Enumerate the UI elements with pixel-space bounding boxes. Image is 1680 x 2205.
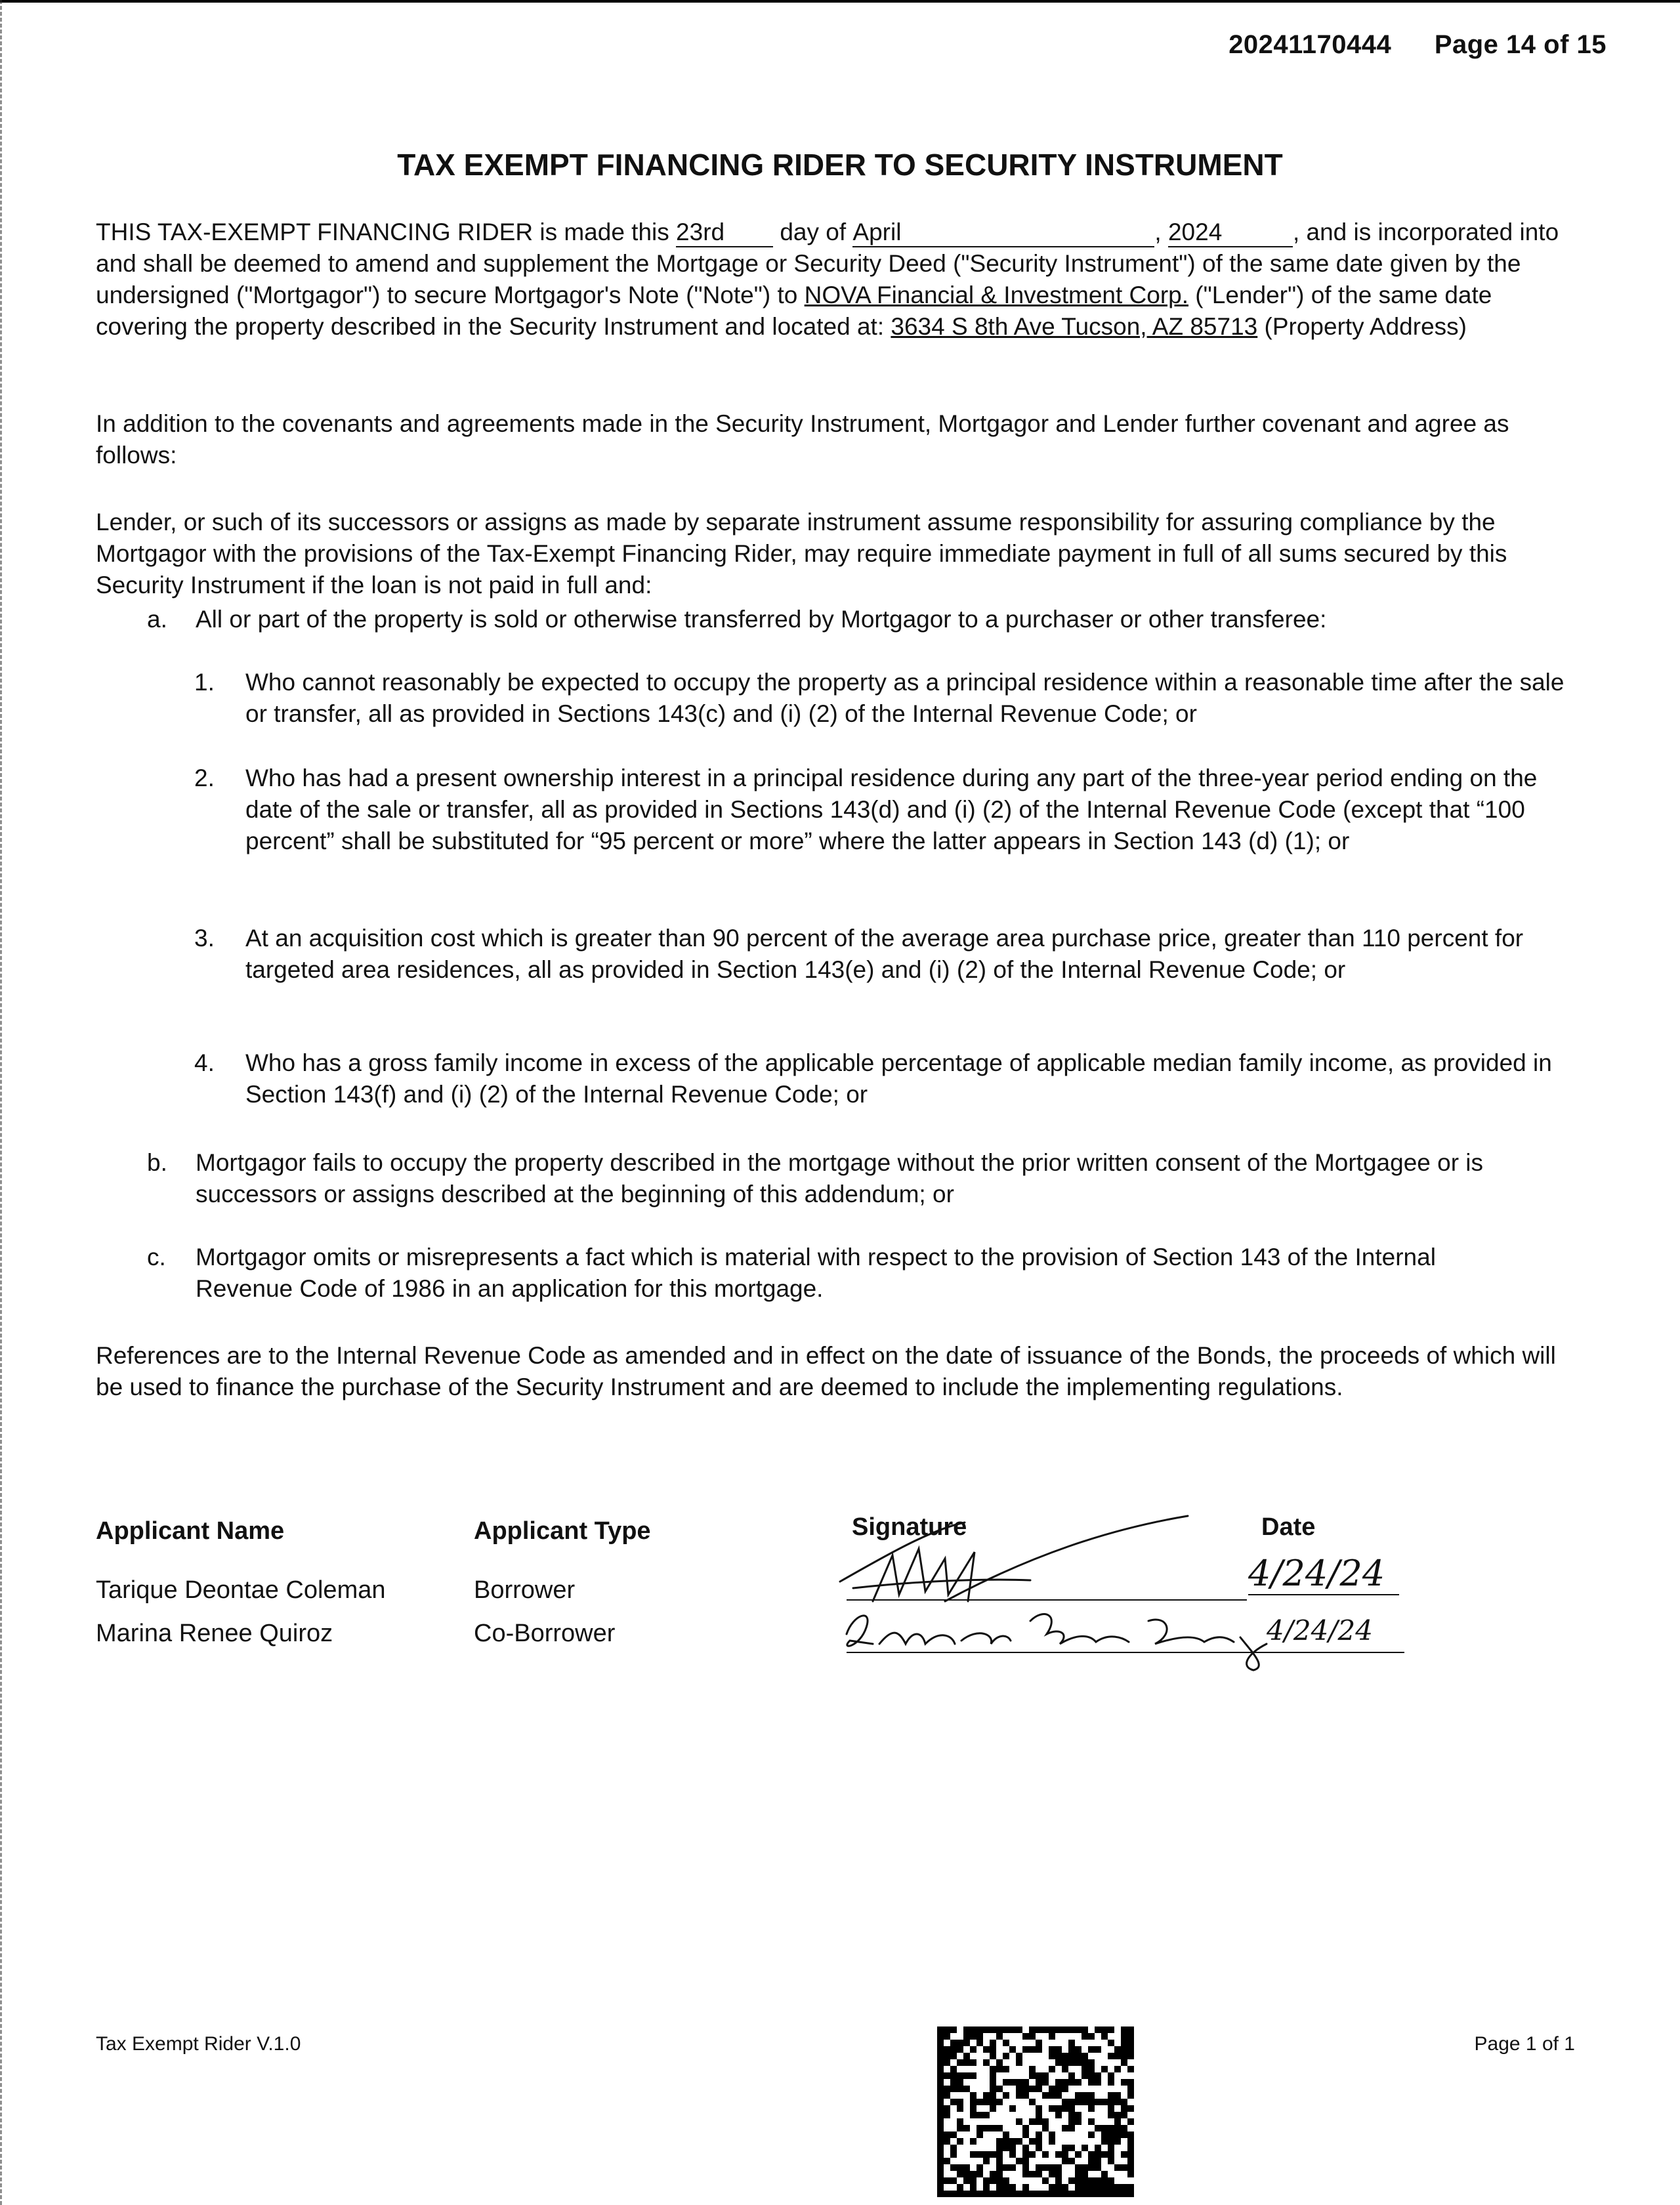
applicant-2-name: Marina Renee Quiroz	[96, 1620, 333, 1647]
borrower-signature-scribble	[840, 1516, 1188, 1601]
applicant-type-header: Applicant Type	[474, 1517, 651, 1545]
applicant-2-type: Co-Borrower	[474, 1620, 616, 1647]
property-address: 3634 S 8th Ave Tucson, AZ 85713	[891, 313, 1258, 340]
signature-header: Signature	[852, 1513, 967, 1541]
page-header	[1228, 30, 1606, 60]
item-a-text: All or part of the property is sold or otherwise transferred by Mortgagor to a purchaser or other transferee:	[196, 606, 1327, 633]
document-title: TAX EXEMPT FINANCING RIDER TO SECURITY INSTRUMENT	[397, 148, 1283, 182]
scan-left-edge	[0, 0, 5, 2205]
item-b-text: Mortgagor fails to occupy the property described in the mortgage without the prior written consent of the Mortgagee or is successors or assigns described at the beginning of this addendum; or	[196, 1149, 1484, 1208]
sub-item-4-number: 4.	[194, 1049, 215, 1076]
references-paragraph: References are to the Internal Revenue Code as amended and in effect on the date of issuance of the Bonds, the proceeds of which will be used to finance the purchase of the Security Instrument and are deemed to include the implementing regulations.	[96, 1342, 1556, 1400]
document-number: 20241170444	[1228, 30, 1392, 59]
applicant-name-header: Applicant Name	[96, 1517, 285, 1545]
item-b-letter: b.	[147, 1149, 167, 1176]
intro-paragraph	[96, 217, 1579, 343]
form-version: Tax Exempt Rider V.1.0	[96, 2033, 301, 2055]
day-field: 23rd	[676, 219, 773, 247]
lender-name: NOVA Financial & Investment Corp.	[804, 282, 1189, 308]
sub-item-1-number: 1.	[194, 669, 215, 696]
lender-paragraph: Lender, or such of its successors or assigns as made by separate instrument assume responsibility for assuring compliance by the Mortgagor with the provisions of the Tax-Exempt Financing Rider, may require immediate payment in full of all sums secured by this Security Instrument if the loan is not paid in full and:	[96, 509, 1507, 598]
sub-item-3-text: At an acquisition cost which is greater than 90 percent of the average area purchase price, greater than 110 percent for targeted area residences, all as provided in Section 143(e) and (i) (2) of the Internal Revenue Code; or	[245, 925, 1524, 983]
intro-text-2: day of	[773, 219, 853, 245]
sub-item-4-text: Who has a gross family income in excess of the applicable percentage of applicable median family income, as provided in Section 143(f) and (i) (2) of the Internal Revenue Code; or	[245, 1049, 1552, 1108]
intro-text-6: (Property Address)	[1257, 313, 1467, 340]
item-c-text: Mortgagor omits or misrepresents a fact which is material with respect to the provision of Section 143 of the Internal Revenue Code of 1986 in an application for this mortgage.	[196, 1244, 1436, 1302]
coborrower-signature-scribble	[847, 1614, 1267, 1670]
sub-item-3-number: 3.	[194, 925, 215, 952]
applicant-1-type: Borrower	[474, 1576, 576, 1604]
datamatrix-barcode	[937, 2026, 1135, 2198]
date-header: Date	[1261, 1513, 1316, 1541]
sub-item-2-number: 2.	[194, 765, 215, 791]
page-count: Page 14 of 15	[1434, 30, 1606, 59]
applicant-2-date: 4/24/24	[1267, 1614, 1373, 1647]
sub-item-1-text: Who cannot reasonably be expected to occupy the property as a principal residence within a reasonable time after the sale or transfer, all as provided in Sections 143(c) and (i) (2) of the Internal Revenue Code; or	[245, 669, 1564, 727]
sub-item-2-text: Who has had a present ownership interest in a principal residence during any part of the three-year period ending on the date of the sale or transfer, all as provided in Sections 143(d) and (i) (2) of the Internal Revenue Code (except that “100 percent” shall be substituted for “95 percent or more” where the latter appears in Section 143 (d) (1); or	[245, 765, 1538, 854]
footer-page-number: Page 1 of 1	[1474, 2033, 1575, 2055]
covenant-paragraph: In addition to the covenants and agreements made in the Security Instrument, Mortgagor and Lender further covenant and agree as follows:	[96, 410, 1509, 469]
intro-text-5: ("Lender") of the same date covering the property described in the Security Instrument and located at:	[96, 282, 1492, 340]
item-c-letter: c.	[147, 1244, 166, 1270]
intro-text-1: THIS TAX-EXEMPT FINANCING RIDER is made this	[96, 219, 677, 245]
month-field: April	[852, 219, 1154, 247]
applicant-1-name: Tarique Deontae Coleman	[96, 1576, 386, 1604]
applicant-1-date: 4/24/24	[1248, 1553, 1399, 1595]
item-a-letter: a.	[147, 606, 167, 633]
scan-top-edge	[0, 0, 1680, 5]
year-field: 2024	[1168, 219, 1293, 247]
intro-text-3: ,	[1154, 219, 1168, 245]
intro-text-4: , and is incorporated into and shall be deemed to amend and supplement the Mortgage or Security Deed ("Security Instrument") of the same date given by the undersigned ("Mortgagor") to secure Mortgagor's Note ("Note") to	[96, 219, 1559, 308]
